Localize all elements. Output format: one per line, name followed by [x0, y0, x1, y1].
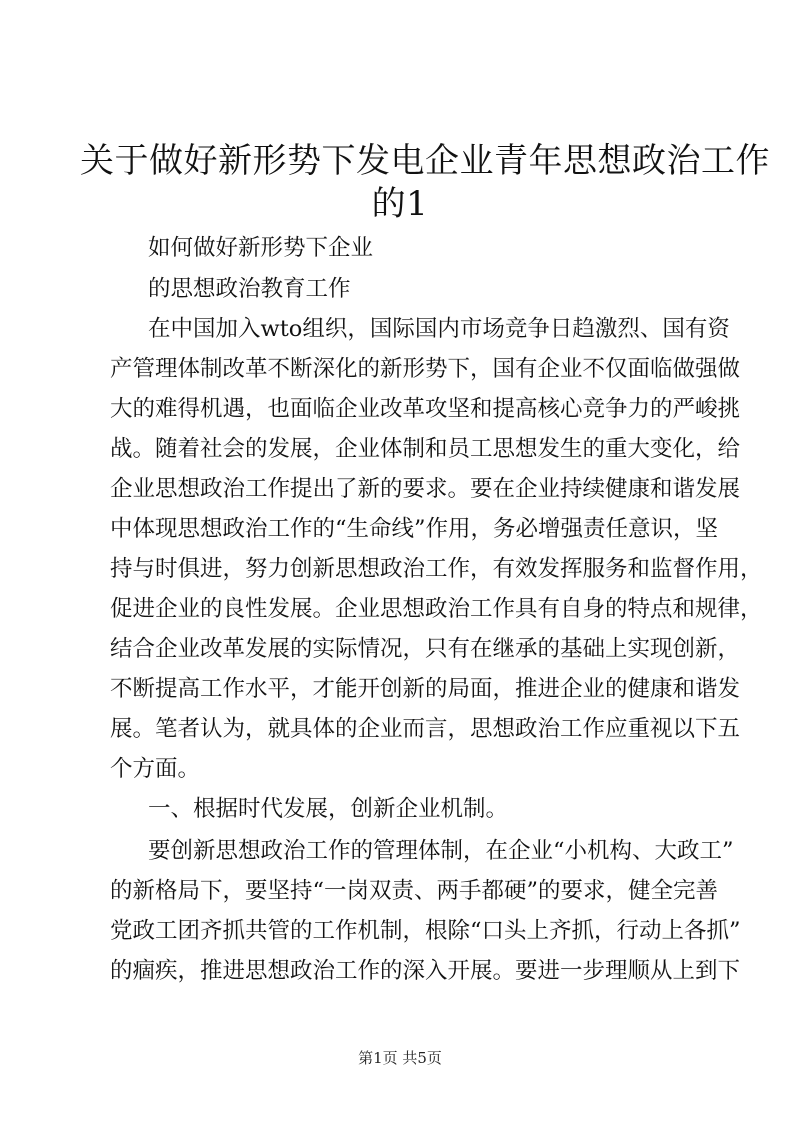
document-title-line-2: 的1 — [371, 184, 429, 224]
body-line: 大的难得机遇，也面临企业改革攻坚和提高核心竞争力的严峻挑 — [110, 396, 741, 422]
body-line: 展。笔者认为，就具体的企业而言，思想政治工作应重视以下五 — [110, 716, 741, 742]
body-line: 党政工团齐抓共管的工作机制，根除“口头上齐抓，行动上各抓” — [110, 918, 741, 944]
body-line: 要创新思想政治工作的管理体制，在企业“小机构、大政工” — [148, 838, 734, 864]
subtitle-line-2: 的思想政治教育工作 — [148, 276, 351, 302]
body-line: 的痼疾，推进思想政治工作的深入开展。要进一步理顺从上到下 — [110, 958, 741, 984]
body-line: 促进企业的良性发展。企业思想政治工作具有自身的特点和规律， — [110, 596, 763, 622]
body-line: 中体现思想政治工作的“生命线”作用，务必增强责任意识，坚 — [110, 516, 719, 542]
body-line: 不断提高工作水平，才能开创新的局面，推进企业的健康和谐发 — [110, 676, 741, 702]
body-line: 企业思想政治工作提出了新的要求。要在企业持续健康和谐发展 — [110, 476, 741, 502]
body-line: 在中国加入wto组织，国际国内市场竞争日趋激烈、国有资 — [148, 316, 730, 342]
page-number-footer: 第1页 共5页 — [358, 1049, 442, 1067]
section-heading: 一、根据时代发展，创新企业机制。 — [148, 796, 509, 822]
body-line: 持与时俱进，努力创新思想政治工作，有效发挥服务和监督作用， — [110, 556, 763, 582]
document-title-line-1: 关于做好新形势下发电企业青年思想政治工作 — [80, 141, 770, 181]
subtitle-line-1: 如何做好新形势下企业 — [148, 235, 374, 261]
body-line: 的新格局下，要坚持“一岗双责、两手都硬”的要求，健全完善 — [110, 878, 719, 904]
body-line: 战。随着社会的发展，企业体制和员工思想发生的重大变化，给 — [110, 436, 741, 462]
body-line: 结合企业改革发展的实际情况，只有在继承的基础上实现创新， — [110, 636, 741, 662]
body-line: 产管理体制改革不断深化的新形势下，国有企业不仅面临做强做 — [110, 356, 741, 382]
body-line: 个方面。 — [110, 756, 201, 782]
